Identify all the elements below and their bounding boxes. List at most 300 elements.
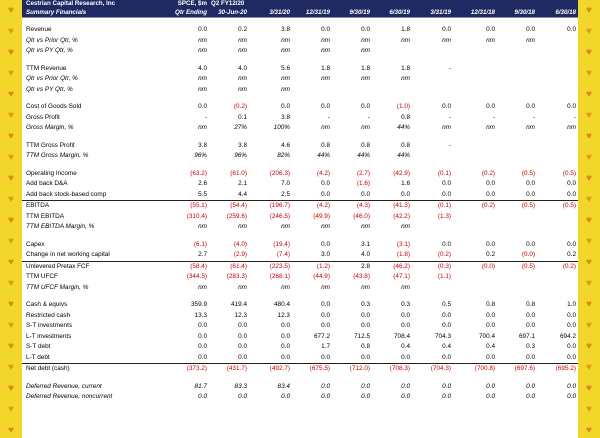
heart-icon: ♥ [8,68,14,79]
heart-icon: ♥ [586,194,592,205]
table-cell: (695.2) [555,365,576,373]
table-cell: nm [281,223,290,231]
table-cell: 81.7 [194,382,207,390]
row-label: S-T investments [26,322,73,330]
table-cell: 0.0 [198,393,207,401]
table-cell: 0.0 [238,393,247,401]
row-label: Qtr vs PY Qtr, % [26,47,73,55]
table-cell: (42.2) [393,212,410,220]
table-cell [537,141,578,152]
table-cell: 0.0 [321,311,330,319]
table-cell: 0.8 [526,301,535,309]
table-cell: 0.0 [281,393,290,401]
row-label: Add back D&A [26,180,68,188]
table-cell: 1.0 [567,301,576,309]
table-cell [497,74,537,85]
table-cell: 27% [234,124,247,132]
table-cell: 0.0 [321,240,330,248]
table-cell: 0.0 [453,190,497,201]
table-cell: 0.0 [567,240,576,248]
table-cell: (1.8) [372,250,412,261]
table-cell [537,212,578,223]
table-cell: 0.0 [372,190,412,201]
table-cell: 0.8 [401,113,410,121]
table-cell: 0.0 [321,393,330,401]
table-cell: nm [321,124,330,132]
table-cell: (700.8) [474,365,495,373]
table-cell: 0.0 [361,393,370,401]
table-cell: (0.1) [437,202,451,210]
heart-icon: ♥ [586,5,592,16]
table-cell [537,64,578,75]
table-cell: (697.6) [514,365,535,373]
table-cell: 0.0 [158,353,209,364]
row-label: TTM EBITDA [26,212,64,220]
table-cell: nm [198,223,207,231]
ticker: SPCE, $m [158,0,209,9]
table-cell: 12.3 [277,311,290,319]
table-cell: (246.5) [269,212,290,220]
table-cell: nm [361,223,370,231]
table-cell: nm [401,283,410,291]
table-cell: 0.0 [401,311,410,319]
table-cell: 83.4 [277,382,290,390]
header-row-1 [22,0,578,9]
table-cell: nm [198,47,207,55]
table-cell: 700.4 [479,332,495,340]
table-cell: (54.4) [230,202,247,210]
period-header: 3/31/20 [249,9,292,18]
table-cell: (7.4) [249,250,292,261]
table-row [22,300,578,311]
table-cell: (344.5) [186,273,207,281]
table-cell: nm [321,36,330,44]
table-cell: 0.0 [321,301,330,309]
row-label: TTM UFCF [26,273,58,281]
table-row [22,311,578,322]
table-cell: (373.2) [186,365,207,373]
table-cell: 0.2 [537,250,578,261]
table-cell: 0.0 [361,26,370,34]
table-cell: 359.9 [191,301,207,309]
table-cell: nm [238,223,247,231]
table-cell: 0.0 [526,103,535,111]
table-cell: (0.2) [481,202,495,210]
heart-icon: ♥ [586,362,592,373]
table-cell: 0.0 [321,103,330,111]
table-cell: 2.6 [198,180,207,188]
table-row [22,201,578,212]
qtr-ending-label: Qtr Ending [158,9,209,18]
period-header: 6/30/18 [537,9,578,18]
table-cell: (55.1) [190,202,207,210]
row-label: TTM Gross Margin, % [26,152,89,160]
table-row [22,85,578,96]
table-cell: nm [401,223,410,231]
table-cell: (0.5) [562,202,576,210]
table-cell: 0.0 [526,180,535,188]
table-cell: (41.3) [393,202,410,210]
table-cell: (4.0) [233,240,247,248]
table-cell: - [204,113,207,121]
row-label: TTM UFCF Margin, % [26,283,89,291]
table-cell: 0.4 [486,343,495,351]
table-cell [497,141,537,152]
table-cell: (0.0) [497,250,537,261]
table-cell: (0.2) [412,250,453,261]
table-cell: 0.0 [486,382,495,390]
table-cell: 0.0 [238,332,247,340]
table-cell: (46.0) [353,212,370,220]
table-cell: (0.2) [481,169,495,177]
heart-icon: ♥ [8,194,14,205]
table-cell [412,283,453,294]
table-cell: 1.8 [401,64,410,72]
heart-icon: ♥ [586,89,592,100]
table-row [22,321,578,332]
table-cell: 82% [277,152,290,160]
table-cell: 0.0 [198,343,207,351]
table-row [22,212,578,223]
table-cell: nm [361,124,370,132]
heart-icon: ♥ [586,152,592,163]
sheet-subtitle: Summary Financials [22,9,158,18]
table-cell [537,46,578,57]
table-cell: 0.0 [238,322,247,330]
quarter-label: Q2 FY12/20 [209,0,249,9]
period-header: 12/31/18 [453,9,497,18]
table-cell: (0.5) [521,202,535,210]
heart-icon: ♥ [8,236,14,247]
table-cell [497,283,537,294]
table-cell: 44% [397,152,410,160]
table-cell [453,85,497,96]
table-cell: nm [567,124,576,132]
period-header: 3/31/19 [412,9,453,18]
heart-icon: ♥ [8,257,14,268]
table-cell: 480.4 [274,301,290,309]
table-cell: (4.2) [316,169,330,177]
table-cell [453,64,497,75]
table-cell: (431.7) [226,365,247,373]
row-label: Unlevered Pretax FCF [26,262,90,270]
table-cell: nm [361,47,370,55]
table-cell: nm [198,85,207,93]
table-cell [497,64,537,75]
table-cell [372,85,412,96]
table-cell: (1.6) [356,180,370,188]
table-cell [497,85,537,96]
table-cell: 44% [357,152,370,160]
table-cell: 0.0 [526,26,535,34]
table-cell: 677.2 [314,332,330,340]
table-row [22,141,578,152]
table-cell: nm [238,283,247,291]
table-cell: 0.0 [526,322,535,330]
table-cell: (259.6) [226,212,247,220]
table-cell: (268.1) [269,273,290,281]
table-cell: (58.4) [190,262,207,270]
table-cell: 2.5 [249,190,292,201]
table-cell [453,272,497,283]
table-cell: 4.0 [238,64,247,72]
table-cell: (44.9) [313,273,330,281]
table-cell: - [367,113,370,121]
heart-icon: ♥ [586,236,592,247]
table-cell: nm [486,124,495,132]
table-row [22,382,578,393]
table-cell: 4.0 [198,64,207,72]
table-row [22,74,578,85]
row-label: Add back stock-based comp [22,190,158,201]
table-row [22,222,578,233]
row-label: TTM Revenue [26,64,67,72]
table-cell [292,85,332,96]
table-cell [537,272,578,283]
table-cell: 0.0 [486,311,495,319]
table-cell: (3.1) [396,240,410,248]
table-cell: - [448,64,451,72]
table-cell: 697.1 [519,332,535,340]
table-cell: (708.3) [389,365,410,373]
table-cell: (1.3) [437,212,451,220]
table-cell: 1.6 [401,180,410,188]
table-cell: nm [321,47,330,55]
table-cell: 0.0 [486,180,495,188]
table-cell: 0.0 [442,311,451,319]
table-cell: nm [238,36,247,44]
row-label: TTM Gross Profit [26,141,75,149]
table-row [22,364,578,375]
heart-icon: ♥ [8,299,14,310]
heart-icon: ♥ [8,173,14,184]
table-cell: 0.0 [198,26,207,34]
table-cell: 0.8 [401,141,410,149]
table-cell: 96% [234,152,247,160]
table-cell: (43.8) [353,273,370,281]
table-cell: nm [401,75,410,83]
table-cell: 0.0 [249,353,292,364]
table-cell [537,36,578,47]
table-cell: 0.0 [292,190,332,201]
table-cell: 0.3 [401,301,410,309]
table-cell: (49.9) [313,212,330,220]
table-cell [537,151,578,162]
period-header: 6/30/19 [372,9,412,18]
table-cell: 0.3 [361,301,370,309]
table-row [22,353,578,364]
period-header: 9/30/19 [332,9,372,18]
heart-icon: ♥ [586,47,592,58]
heart-icon: ♥ [8,47,14,58]
table-cell: nm [281,283,290,291]
table-row [22,151,578,162]
table-cell: 0.0 [198,332,207,340]
table-row [22,64,578,75]
table-cell: 0.0 [442,322,451,330]
table-row [22,332,578,343]
table-cell: 12.3 [234,311,247,319]
table-cell: 0.0 [332,190,372,201]
row-label: L-T debt [22,353,158,364]
table-cell: 0.2 [453,250,497,261]
table-cell: 0.0 [361,103,370,111]
table-row [22,113,578,124]
table-cell: 1.8 [361,64,370,72]
table-cell: (61.4) [230,262,247,270]
table-cell: 694.2 [560,332,576,340]
table-cell [497,151,537,162]
table-cell: 7.0 [281,180,290,188]
company-name: Cestrian Capital Research, Inc [22,0,158,9]
row-label: Cash & equivs [26,301,68,309]
table-cell: 4.4 [209,190,249,201]
table-cell: 0.0 [567,382,576,390]
table-cell: 0.0 [442,382,451,390]
table-cell: 0.0 [567,26,576,34]
row-label: S-T debt [26,343,51,351]
heart-icon: ♥ [8,425,14,436]
table-cell: 0.2 [238,26,247,34]
spacer-row [22,162,578,169]
table-cell: 5.6 [281,64,290,72]
table-cell: 0.0 [567,322,576,330]
table-cell: 0.0 [292,353,332,364]
table-cell: nm [198,36,207,44]
row-label: Change in net working capital [22,250,158,261]
table-cell: 100% [273,124,290,132]
table-cell: nm [321,283,330,291]
table-cell: nm [361,75,370,83]
table-cell: 0.0 [321,382,330,390]
table-cell: 13.3 [194,311,207,319]
table-cell: (6.1) [193,240,207,248]
table-cell: 44% [397,124,410,132]
table-row [22,123,578,134]
table-cell: 0.8 [486,301,495,309]
table-cell: 0.0 [361,322,370,330]
table-cell [412,222,453,233]
spacer-row [22,134,578,141]
table-cell: (704.3) [430,365,451,373]
row-label: Restricted cash [26,311,71,319]
row-label: L-T investments [26,332,72,340]
table-cell [453,151,497,162]
heart-icon: ♥ [8,26,14,37]
table-cell: 0.0 [537,190,578,201]
table-cell [453,222,497,233]
table-cell [453,141,497,152]
table-cell: 0.0 [281,103,290,111]
table-cell [453,212,497,223]
table-cell: (0.5) [521,262,535,270]
table-cell: 0.8 [321,141,330,149]
table-cell: 0.0 [486,103,495,111]
table-row [22,250,578,261]
heart-icon: ♥ [8,89,14,100]
row-label: EBITDA [26,202,50,210]
table-row [22,283,578,294]
table-cell: 0.0 [198,103,207,111]
period-header: 30-Jun-20 [209,9,249,18]
table-cell: (223.5) [269,262,290,270]
row-label: TTM EBITDA Margin, % [26,223,95,231]
table-cell [537,85,578,96]
table-cell: 0.0 [281,332,290,340]
row-label: Deferred Revenue, noncurrent [26,393,113,401]
table-cell [412,85,453,96]
table-row [22,169,578,180]
table-cell [412,74,453,85]
period-header: 12/31/19 [292,9,332,18]
spacer-row [22,57,578,64]
table-cell: (196.7) [269,202,290,210]
spacer-row [22,95,578,102]
table-cell: 0.0 [567,103,576,111]
row-label: Revenue [26,26,52,34]
table-cell: (42.9) [393,169,410,177]
table-cell: nm [198,283,207,291]
row-label: Deferred Revenue, current [26,382,102,390]
table-cell [537,74,578,85]
table-cell [372,46,412,57]
table-cell: 0.0 [526,311,535,319]
table-cell: 0.0 [526,240,535,248]
table-cell: nm [198,75,207,83]
right-frame [577,0,600,438]
heart-icon: ♥ [586,173,592,184]
table-cell: nm [361,283,370,291]
table-cell: 3.8 [238,141,247,149]
table-cell: (19.4) [273,240,290,248]
spacer-row [22,293,578,300]
spacer-row [22,375,578,382]
table-cell [453,46,497,57]
table-cell: 1.7 [321,343,330,351]
table-cell: (63.2) [190,169,207,177]
table-cell: 0.0 [198,322,207,330]
table-cell [537,222,578,233]
table-cell: - [448,113,451,121]
table-cell: nm [198,124,207,132]
table-cell: (0.5) [562,169,576,177]
heart-icon: ♥ [8,320,14,331]
table-cell: - [448,141,451,149]
heart-icon: ♥ [8,131,14,142]
table-cell: 0.4 [442,343,451,351]
heart-icon: ♥ [586,341,592,352]
period-header: 9/30/18 [497,9,537,18]
table-cell: 0.0 [281,322,290,330]
table-cell: 0.0 [332,353,372,364]
table-cell: 83.3 [234,382,247,390]
table-cell: 3.1 [361,240,370,248]
table-row [22,342,578,353]
table-cell: (675.5) [309,365,330,373]
table-cell: 0.0 [401,322,410,330]
table-row [22,36,578,47]
table-cell: (492.7) [269,365,290,373]
table-row [22,392,578,403]
table-cell: 0.0 [321,26,330,34]
table-cell: 2.1 [238,180,247,188]
table-cell: 0.0 [567,343,576,351]
row-label: Operating Income [26,169,77,177]
table-cell: 0.0 [442,103,451,111]
heart-icon: ♥ [8,383,14,394]
table-cell: - [573,113,576,121]
table-cell: 0.0 [486,393,495,401]
